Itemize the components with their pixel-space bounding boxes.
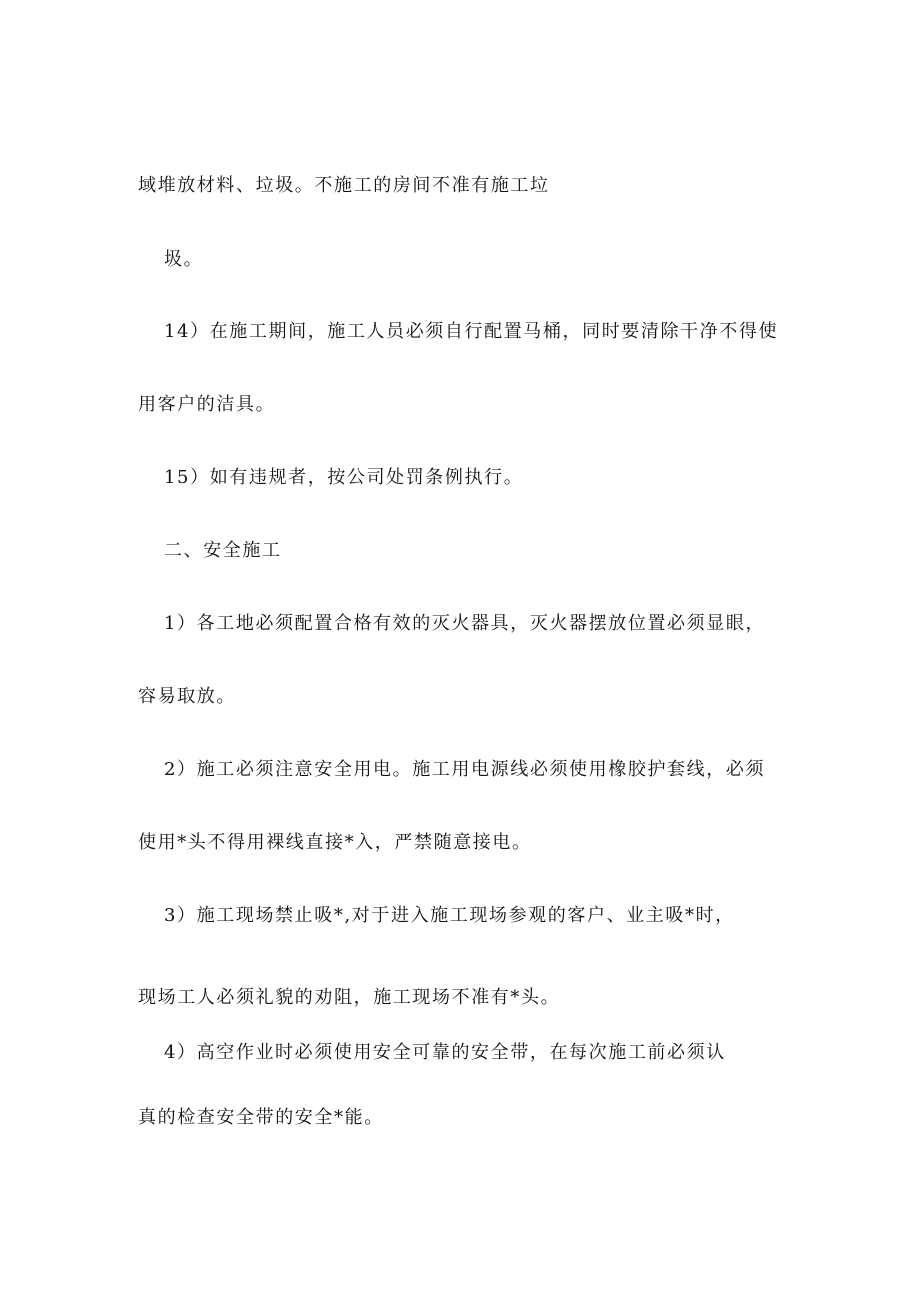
section-heading: 二、安全施工 (164, 540, 282, 561)
text-line: 15）如有违规者，按公司处罚条例执行。 (164, 467, 524, 488)
text-line: 现场工人必须礼貌的劝阻，施工现场不准有*头。 (138, 987, 561, 1008)
text-line: 用客户的洁具。 (138, 394, 276, 415)
text-line: 域堆放材料、垃圾。不施工的房间不准有施工垃 (138, 175, 550, 196)
text-line: 1）各工地必须配置合格有效的灭火器具，灭火器摆放位置必须显眼， (164, 613, 766, 634)
text-line: 4）高空作业时必须使用安全可靠的安全带，在每次施工前必须认 (164, 1042, 726, 1063)
text-line: 真的检查安全带的安全*能。 (138, 1107, 384, 1128)
text-line: 容易取放。 (138, 686, 236, 707)
text-line: 14）在施工期间，施工人员必须自行配置马桶，同时要清除干净不得使 (164, 321, 779, 342)
text-line: 圾。 (164, 249, 204, 270)
text-line: 3）施工现场禁止吸*,对于进入施工现场参观的客户、业主吸*时， (164, 905, 735, 926)
text-line: 2）施工必须注意安全用电。施工用电源线必须使用橡胶护套线，必须 (164, 759, 766, 780)
text-line: 使用*头不得用裸线直接*入，严禁随意接电。 (138, 832, 532, 853)
